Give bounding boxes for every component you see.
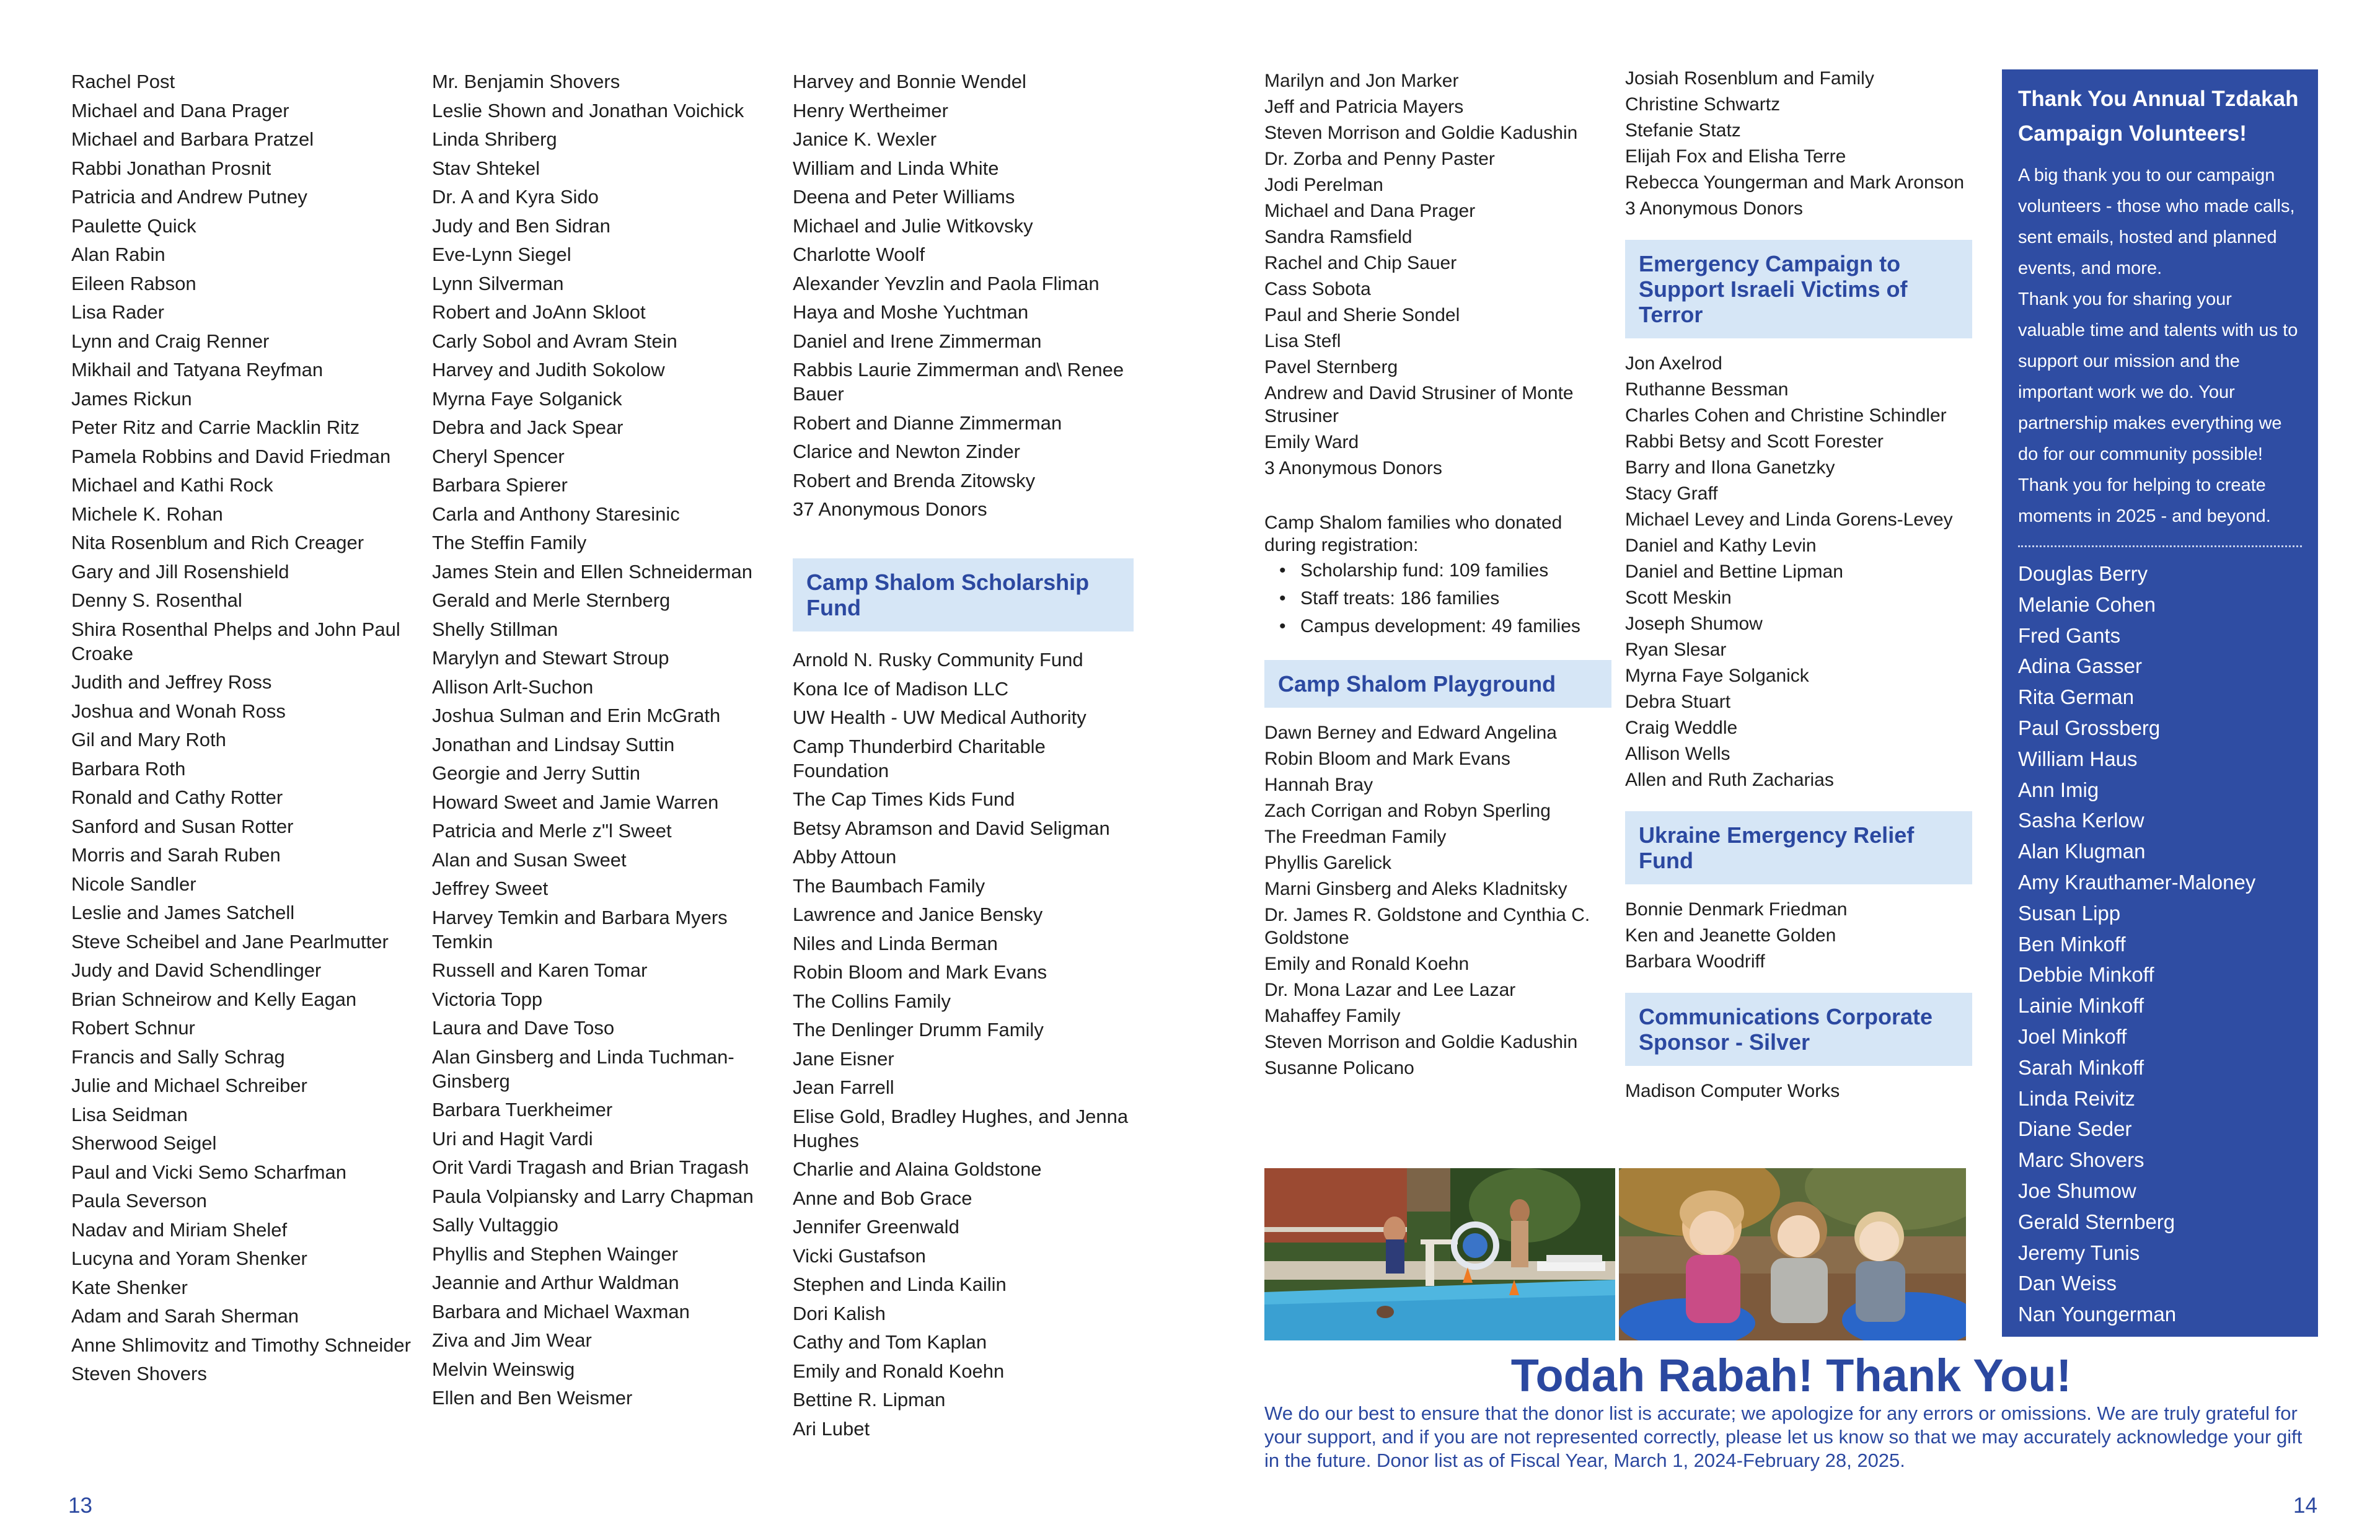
volunteer-panel-title: Thank You Annual Tzdakah Campaign Volunteers! <box>2018 87 2299 146</box>
donor-name: Steven Morrison and Goldie Kadushin <box>1264 123 1578 143</box>
playground-donor: Robin Bloom and Mark Evans <box>1264 749 1510 769</box>
donor-name: Ziva and Jim Wear <box>432 1329 592 1351</box>
scholarship-donor: The Denlinger Drumm Family <box>793 1019 1044 1041</box>
emergency-donor: Rabbi Betsy and Scott Forester <box>1625 431 1884 452</box>
scholarship-donor: Betsy Abramson and David Seligman <box>793 817 1110 839</box>
donor-name: Mr. Benjamin Shovers <box>432 71 620 92</box>
scholarship-donor: Stephen and Linda Kailin <box>793 1274 1007 1295</box>
scholarship-donor: Ari Lubet <box>793 1417 870 1440</box>
donor-name: Francis and Sally Schrag <box>71 1045 285 1068</box>
donor-name: Joshua Sulman and Erin McGrath <box>432 705 721 726</box>
playground-donor: Mahaffey Family <box>1264 1006 1401 1026</box>
donor-name: Lisa Rader <box>71 301 164 323</box>
ukraine-donor: Barbara Woodriff <box>1625 951 1765 972</box>
playground-donor: Dr. Mona Lazar and Lee Lazar <box>1264 980 1516 1000</box>
donor-name: Jonathan and Lindsay Suttin <box>432 733 675 755</box>
volunteer-name: Adina Gasser <box>2018 654 2142 678</box>
scholarship-donor: Dori Kalish <box>793 1302 886 1324</box>
donor-name: William and Linda White <box>793 157 999 179</box>
playground-donor: Hannah Bray <box>1264 775 1373 795</box>
donor-name: Dr. A and Kyra Sido <box>432 186 599 208</box>
donor-name: Gary and Jill Rosenshield <box>71 560 289 583</box>
donor-column-1 <box>71 69 418 1391</box>
donor-name: Cass Sobota <box>1264 279 1371 299</box>
donor-name: Phyllis and Stephen Wainger <box>432 1243 678 1265</box>
donor-name: Jeannie and Arthur Waldman <box>432 1272 679 1293</box>
scholarship-donor: UW Health - UW Medical Authority <box>793 706 1086 728</box>
donor-name: Nita Rosenblum and Rich Creager <box>71 532 364 553</box>
playground-donor: Dr. James R. Goldstone and Cynthia C. Goldstone <box>1264 905 1590 948</box>
donor-name: Ellen and Ben Weismer <box>432 1387 633 1409</box>
scholarship-donor: Jean Farrell <box>793 1076 894 1098</box>
donor-name: Paulette Quick <box>71 214 196 237</box>
donor-name: Sandra Ramsfield <box>1264 227 1413 247</box>
donor-name: Melvin Weinswig <box>432 1358 575 1380</box>
donor-name: Rachel Post <box>71 71 175 92</box>
donor-name: Michael and Barbara Pratzel <box>71 128 314 150</box>
donor-name: Alan Ginsberg and Linda Tuchman-Ginsberg <box>432 1045 734 1092</box>
donor-name-list <box>1264 69 1611 480</box>
donor-name: Lynn and Craig Renner <box>71 330 270 352</box>
donor-name: The Steffin Family <box>432 532 587 553</box>
donor-name: Deena and Peter Williams <box>793 186 1015 208</box>
pool-photo-image <box>1264 1168 1615 1340</box>
emergency-donor: Barry and Ilona Ganetzky <box>1625 457 1835 478</box>
volunteer-name: Jeremy Tunis <box>2018 1241 2140 1264</box>
donor-name: Michael and Dana Prager <box>1264 201 1476 221</box>
volunteer-name: Gerald Sternberg <box>2018 1210 2175 1233</box>
donor-name: Laura and Dave Toso <box>432 1017 615 1039</box>
scholarship-donor: The Baumbach Family <box>793 874 985 897</box>
donor-name: Kate Shenker <box>71 1276 188 1298</box>
volunteer-name: Alan Klugman <box>2018 840 2146 863</box>
camp-note-bullet-list <box>1264 559 1611 638</box>
donor-name: Lisa Stefl <box>1264 331 1341 351</box>
donor-name: Sherwood Seigel <box>71 1132 217 1154</box>
donor-name: Nicole Sandler <box>71 873 196 895</box>
donor-name: Robert and JoAnn Skloot <box>432 301 646 323</box>
donor-name-list <box>432 69 779 1410</box>
emergency-donor: Scott Meskin <box>1625 587 1732 608</box>
emergency-donor: Daniel and Bettine Lipman <box>1625 561 1843 582</box>
emergency-donor: Joseph Shumow <box>1625 614 1763 634</box>
volunteer-name: Sarah Minkoff <box>2018 1055 2144 1079</box>
donor-name: Joshua and Wonah Ross <box>71 700 286 722</box>
emergency-donor: Daniel and Kathy Levin <box>1625 535 1817 556</box>
donor-name: Paul and Sherie Sondel <box>1264 305 1460 325</box>
donor-name: Lynn Silverman <box>432 272 564 294</box>
donor-name: James Rickun <box>71 387 192 410</box>
donor-name: 3 Anonymous Donors <box>1625 198 1803 219</box>
donor-name: Julie and Michael Schreiber <box>71 1075 307 1096</box>
donor-name: Leslie Shown and Jonathan Voichick <box>432 99 744 121</box>
volunteer-paragraph-2: Thank you for sharing your valuable time and talents with us to support our mission and the important work we do. Your partnership makes everything we do for our community possible! Thank you for helping to create moments in 2025 - and beyond. <box>2018 289 2298 526</box>
donor-name: Stav Shtekel <box>432 157 540 179</box>
volunteer-name: Marc Shovers <box>2018 1148 2144 1172</box>
donor-name: Orit Vardi Tragash and Brian Tragash <box>432 1156 749 1178</box>
donor-name: Nadav and Miriam Shelef <box>71 1218 288 1241</box>
donor-name: Haya and Moshe Yuchtman <box>793 301 1029 323</box>
donor-name: Victoria Topp <box>432 988 543 1010</box>
emergency-donor: Allen and Ruth Zacharias <box>1625 770 1834 790</box>
donor-column-2 <box>432 69 779 1415</box>
sponsor-name: Madison Computer Works <box>1625 1081 1840 1101</box>
scholarship-donor: Elise Gold, Bradley Hughes, and Jenna Hughes <box>793 1105 1129 1151</box>
scholarship-donor: The Collins Family <box>793 990 951 1012</box>
donor-name: Patricia and Andrew Putney <box>71 186 307 208</box>
scholarship-donor: Charlie and Alaina Goldstone <box>793 1158 1042 1180</box>
donor-name: Rachel and Chip Sauer <box>1264 253 1457 273</box>
scholarship-donor: Anne and Bob Grace <box>793 1187 972 1209</box>
scholarship-donor: Jane Eisner <box>793 1047 894 1070</box>
donor-name: Russell and Karen Tomar <box>432 959 648 981</box>
volunteer-name: Fred Gants <box>2018 623 2121 647</box>
scholarship-donor-list <box>793 648 1134 1441</box>
donor-name: Janice K. Wexler <box>793 128 937 150</box>
donor-name: Rabbi Jonathan Prosnit <box>71 157 271 179</box>
donor-name: Alan Rabin <box>71 244 165 265</box>
donor-name: Shelly Stillman <box>432 618 558 640</box>
donor-name: Michael and Dana Prager <box>71 99 289 121</box>
playground-donor: Dawn Berney and Edward Angelina <box>1264 723 1557 743</box>
emergency-donor: Ruthanne Bessman <box>1625 379 1789 400</box>
pool-photo <box>1264 1168 1615 1340</box>
camp-note-bullet: • Staff treats: 186 families <box>1264 587 1611 610</box>
volunteer-name: Diane Seder <box>2018 1117 2132 1141</box>
donor-name: Anne Shlimovitz and Timothy Schneider <box>71 1334 411 1356</box>
playground-donor: Steven Morrison and Goldie Kadushin <box>1264 1032 1578 1052</box>
donor-name: Elijah Fox and Elisha Terre <box>1625 146 1846 167</box>
donor-name: Cheryl Spencer <box>432 445 565 467</box>
volunteer-name: Susan Lipp <box>2018 901 2121 925</box>
page-number-right: 14 <box>2293 1494 2317 1518</box>
emergency-donor: Charles Cohen and Christine Schindler <box>1625 405 1947 426</box>
volunteer-panel <box>2002 69 2318 1337</box>
donor-name: Uri and Hagit Vardi <box>432 1127 593 1150</box>
donor-name: Steven Shovers <box>71 1363 207 1384</box>
thank-you-title: Todah Rabah! Thank You! <box>1510 1350 2072 1401</box>
donor-name: Stefanie Statz <box>1625 120 1741 141</box>
scholarship-donor: Niles and Linda Berman <box>793 932 998 954</box>
donor-name: Adam and Sarah Sherman <box>71 1305 299 1327</box>
donor-column-5 <box>1625 67 1972 1106</box>
volunteer-name: Melanie Cohen <box>2018 592 2156 616</box>
photo-strip <box>1264 1168 1966 1340</box>
donor-name: Marylyn and Stewart Stroup <box>432 647 669 669</box>
page-number-left: 13 <box>68 1494 92 1518</box>
donor-name: Brian Schneirow and Kelly Eagan <box>71 988 357 1010</box>
donor-name: 3 Anonymous Donors <box>1264 458 1442 478</box>
volunteer-name: William Haus <box>2018 747 2138 770</box>
donor-name: Pamela Robbins and David Friedman <box>71 445 391 467</box>
camp-note-text: Camp Shalom families who donated during registration: <box>1264 513 1562 555</box>
donor-name: Lisa Seidman <box>71 1103 188 1125</box>
donor-name: Michael and Julie Witkovsky <box>793 214 1033 237</box>
donor-name: Judy and Ben Sidran <box>432 214 610 237</box>
scholarship-donor: Jennifer Greenwald <box>793 1216 959 1238</box>
donor-name: Michael and Kathi Rock <box>71 474 273 496</box>
volunteer-paragraph-1: A big thank you to our campaign volunteers - those who made calls, sent emails, hosted and planned events, and more. <box>2018 165 2295 278</box>
donor-name: 37 Anonymous Donors <box>793 498 987 520</box>
playground-donor: The Freedman Family <box>1264 827 1447 847</box>
volunteer-name: Amy Krauthamer-Maloney <box>2018 870 2256 894</box>
emergency-heading: Emergency Campaign to Support Israeli Victims of Terror <box>1625 240 1972 338</box>
emergency-donor: Debra Stuart <box>1625 692 1731 712</box>
donor-name: Lucyna and Yoram Shenker <box>71 1247 307 1269</box>
donor-name: Eve-Lynn Siegel <box>432 244 571 265</box>
donor-name: Rabbis Laurie Zimmerman and\ Renee Bauer <box>793 359 1124 405</box>
sponsor-heading: Communications Corporate Sponsor - Silver <box>1625 993 1972 1066</box>
donor-name: Steve Scheibel and Jane Pearlmutter <box>71 930 389 953</box>
camp-note-bullet: • Scholarship fund: 109 families <box>1264 559 1611 582</box>
donor-name: Robert and Brenda Zitowsky <box>793 469 1036 491</box>
sponsor-name-list <box>1625 1080 1972 1102</box>
playground-donor: Marni Ginsberg and Aleks Kladnitsky <box>1264 879 1567 899</box>
donor-name: Emily Ward <box>1264 432 1359 452</box>
donor-column-3 <box>793 69 1134 1445</box>
donor-name: Sally Vultaggio <box>432 1214 558 1236</box>
donor-name: Denny S. Rosenthal <box>71 589 242 611</box>
volunteer-name: Nan Youngerman <box>2018 1303 2177 1326</box>
emergency-donor: Craig Weddle <box>1625 718 1738 738</box>
donor-name: Carly Sobol and Avram Stein <box>432 330 677 352</box>
donor-name: Barbara and Michael Waxman <box>432 1300 690 1322</box>
emergency-donor: Ryan Slesar <box>1625 640 1727 660</box>
donor-name: Peter Ritz and Carrie Macklin Ritz <box>71 416 360 438</box>
donor-name: Charlotte Woolf <box>793 244 925 265</box>
playground-heading: Camp Shalom Playground <box>1264 660 1611 708</box>
scholarship-donor: Emily and Ronald Koehn <box>793 1360 1005 1382</box>
scholarship-donor: Cathy and Tom Kaplan <box>793 1331 987 1353</box>
donor-name: Myrna Faye Solganick <box>432 387 622 410</box>
donor-name: Debra and Jack Spear <box>432 416 624 438</box>
volunteer-name: Debbie Minkoff <box>2018 963 2154 987</box>
playground-donor: Phyllis Garelick <box>1264 853 1392 873</box>
donor-name: Jeff and Patricia Mayers <box>1264 97 1464 117</box>
volunteer-name: Joe Shumow <box>2018 1179 2136 1202</box>
volunteer-name: Rita German <box>2018 685 2135 709</box>
scholarship-donor: Lawrence and Janice Bensky <box>793 904 1043 925</box>
donor-name: Pavel Sternberg <box>1264 357 1398 377</box>
donor-name: Michele K. Rohan <box>71 503 223 525</box>
scholarship-donor: Abby Attoun <box>793 846 897 868</box>
scholarship-donor: Bettine R. Lipman <box>793 1389 946 1410</box>
donor-name: Leslie and James Satchell <box>71 902 295 923</box>
volunteer-name: Linda Reivitz <box>2018 1086 2135 1110</box>
donor-name: Ronald and Cathy Rotter <box>71 786 283 808</box>
dotted-divider <box>2018 545 2302 547</box>
ukraine-donor: Ken and Jeanette Golden <box>1625 925 1836 946</box>
donor-name: Jodi Perelman <box>1264 175 1383 195</box>
donor-name: Alan and Susan Sweet <box>432 848 627 871</box>
scholarship-heading: Camp Shalom Scholarship Fund <box>793 558 1134 631</box>
disclaimer-text: We do our best to ensure that the donor list is accurate; we apologize for any errors or omissions. We are truly grateful for your support, and if you are not represented correctly, please let us know so that we may accurately acknowledge your gift in the future. Donor list as of Fiscal Year, March 1, 2024-February 28, 2025. <box>1264 1402 2303 1471</box>
donor-name-list <box>1625 67 1972 220</box>
donor-name: Harvey and Judith Sokolow <box>432 359 665 381</box>
donor-name: Robert Schnur <box>71 1017 195 1039</box>
scholarship-donor: Kona Ice of Madison LLC <box>793 677 1009 700</box>
camp-note <box>1264 512 1611 638</box>
donor-name: Judy and David Schendlinger <box>71 959 322 981</box>
volunteer-name: Dan Weiss <box>2018 1272 2117 1295</box>
donor-column-4 <box>1264 69 1611 1083</box>
donor-name: Alexander Yevzlin and Paola Fliman <box>793 272 1100 294</box>
volunteer-name: Joel Minkoff <box>2018 1024 2127 1048</box>
kids-photo <box>1619 1168 1966 1340</box>
scholarship-donor: Robin Bloom and Mark Evans <box>793 961 1047 983</box>
scholarship-donor: Camp Thunderbird Charitable Foundation <box>793 735 1046 781</box>
donor-name: Linda Shriberg <box>432 128 557 150</box>
donor-name: Marilyn and Jon Marker <box>1264 71 1459 91</box>
ukraine-donor: Bonnie Denmark Friedman <box>1625 899 1848 920</box>
ukraine-heading: Ukraine Emergency Relief Fund <box>1625 811 1972 884</box>
donor-name: Barbara Roth <box>71 757 186 780</box>
scholarship-donor: The Cap Times Kids Fund <box>793 788 1015 810</box>
emergency-donor: Stacy Graff <box>1625 483 1718 504</box>
donor-name: Rebecca Youngerman and Mark Aronson <box>1625 172 1965 193</box>
donor-name: Dr. Zorba and Penny Paster <box>1264 149 1495 169</box>
emergency-donor: Allison Wells <box>1625 744 1730 764</box>
donor-name: Christine Schwartz <box>1625 94 1781 115</box>
donor-name: Mikhail and Tatyana Reyfman <box>71 359 324 381</box>
donor-name: Allison Arlt-Suchon <box>432 675 594 698</box>
volunteer-name: Ben Minkoff <box>2018 932 2126 956</box>
donor-name: Clarice and Newton Zinder <box>793 441 1021 462</box>
donor-name: Henry Wertheimer <box>793 99 948 121</box>
emergency-donor: Michael Levey and Linda Gorens-Levey <box>1625 509 1953 530</box>
donor-name: Georgie and Jerry Suttin <box>432 762 641 784</box>
donor-name: Howard Sweet and Jamie Warren <box>432 791 719 813</box>
volunteer-name: Paul Grossberg <box>2018 716 2161 739</box>
donor-name: Gil and Mary Roth <box>71 729 226 750</box>
kids-photo-image <box>1619 1168 1966 1340</box>
volunteer-name: Ann Imig <box>2018 778 2099 801</box>
donor-name: Paula Volpiansky and Larry Chapman <box>432 1185 754 1207</box>
donor-name: Jeffrey Sweet <box>432 878 549 899</box>
scholarship-donor: Arnold N. Rusky Community Fund <box>793 649 1083 671</box>
donor-name-list <box>793 69 1134 521</box>
donor-name: Barbara Spierer <box>432 474 568 496</box>
donor-name: Morris and Sarah Ruben <box>71 844 281 866</box>
donor-name: James Stein and Ellen Schneiderman <box>432 560 752 583</box>
donor-name: Shira Rosenthal Phelps and John Paul Croake <box>71 618 400 664</box>
donor-name: Eileen Rabson <box>71 272 196 294</box>
emergency-donor-list <box>1625 352 1972 791</box>
donor-name: Josiah Rosenblum and Family <box>1625 68 1874 89</box>
volunteer-name-list <box>2018 558 2302 1330</box>
playground-donor: Susanne Policano <box>1264 1058 1414 1078</box>
donor-name: Gerald and Merle Sternberg <box>432 589 671 611</box>
playground-donor: Zach Corrigan and Robyn Sperling <box>1264 801 1551 821</box>
donor-name: Paul and Vicki Semo Scharfman <box>71 1161 346 1183</box>
playground-donor: Emily and Ronald Koehn <box>1264 954 1470 974</box>
volunteer-name: Douglas Berry <box>2018 562 2148 585</box>
donor-name: Andrew and David Strusiner of Monte Strusiner <box>1264 383 1574 426</box>
donor-name: Harvey and Bonnie Wendel <box>793 71 1026 92</box>
donor-name: Harvey Temkin and Barbara Myers Temkin <box>432 906 728 953</box>
donor-name: Paula Severson <box>71 1190 207 1212</box>
volunteer-name: Lainie Minkoff <box>2018 994 2144 1018</box>
donor-name: Daniel and Irene Zimmerman <box>793 330 1042 352</box>
donor-name: Sanford and Susan Rotter <box>71 815 294 837</box>
donor-name: Judith and Jeffrey Ross <box>71 671 272 693</box>
donor-name: Barbara Tuerkheimer <box>432 1099 613 1120</box>
ukraine-donor-list <box>1625 898 1972 973</box>
donor-name-list <box>71 69 418 1386</box>
donor-name: Patricia and Merle z"l Sweet <box>432 820 672 842</box>
scholarship-donor: Vicki Gustafson <box>793 1244 926 1267</box>
playground-donor-list <box>1264 721 1611 1080</box>
emergency-donor: Myrna Faye Solganick <box>1625 666 1809 686</box>
donor-name: Carla and Anthony Staresinic <box>432 503 680 525</box>
emergency-donor: Jon Axelrod <box>1625 353 1722 374</box>
donor-name: Robert and Dianne Zimmerman <box>793 411 1062 434</box>
volunteer-name: Sasha Kerlow <box>2018 809 2144 832</box>
camp-note-bullet: • Campus development: 49 families <box>1264 615 1611 638</box>
